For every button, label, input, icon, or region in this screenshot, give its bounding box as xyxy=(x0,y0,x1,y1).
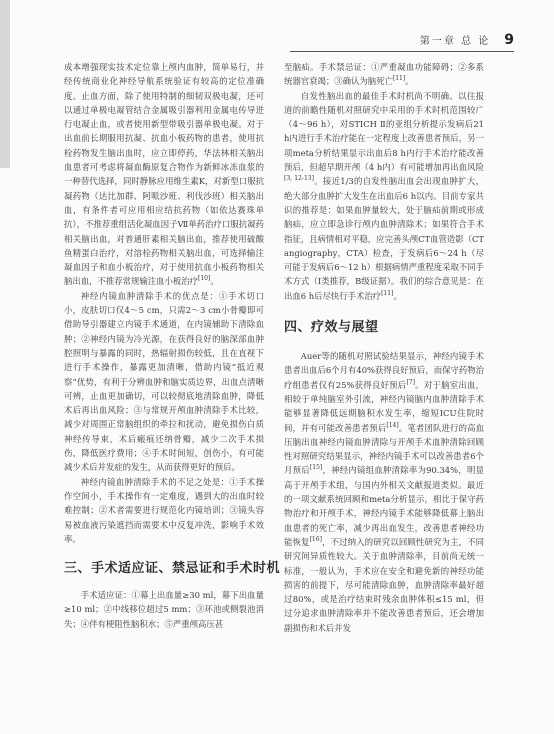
section-title: 四、疗效与展望 xyxy=(284,320,379,336)
paragraph xyxy=(284,349,484,635)
paragraph-text: ，不过纳入的研究以回顾性研究为主，不同研究间异质性较大。关于血肿清除率，目前尚无统一标准，一般认为，手术应在安全和避免新的神经功能损害的前提下，尽可能清除血肿，血肿清除率最好超过80%，或是治疗结束时残余血肿体积≤15 ml，但过分追求血肿清除率并不能改善患者预后，还会增加副损伤和术后并发 xyxy=(284,536,485,633)
citation: [11] xyxy=(392,75,406,83)
right-column xyxy=(284,60,484,635)
paragraph: 手术适应证：①幕上出血量≥30 ml，幕下出血量≥10 ml；②中线移位超过5 mm；③环池或侧裂池消失；④伴有梗阻性脑积水；⑤严重颅高压甚 xyxy=(64,590,264,629)
paragraph-text: 。笔者团队进行的高血压脑出血神经内镜血肿清除与开颅手术血肿清除回顾性对照研究结果显示，神经内镜手术可以改善患者6个月预后 xyxy=(284,422,485,476)
page-number: 9 xyxy=(504,32,514,48)
citation: [14] xyxy=(386,421,399,429)
citation: [11] xyxy=(381,289,394,297)
paragraph: 成本增强现实技术定位靠上颅内血肿，简单易行，并经传统商业化神经导航系统验证有较高的定位准确度。止血方面，除了使用特制的细韧双极电凝，还可以通过单极电凝管结合金属吸引器利用金属电传导进行电凝止血，或者使用新型带吸引器单极电凝。对于出血前长期服用抗凝、抗血小板药物的患者，使用抗栓药物发生脑出血时，应立即停药，华法林相关脑出血患者可考虑将凝血酶原复合物作为新鲜冰冻血浆的一种替代选择，同时静脉应用维生素K，对新型口服抗凝药物（达比加群、阿哌沙班、利伐沙班）相关脑出血，有条件者可应用相应结抗药物（如依达赛珠单抗），不推荐重组活化凝血因子Ⅶ单药治疗口服抗凝药相关脑出血，对普通肝素相关脑出血，推荐使用硫酸鱼精蛋白治疗，对溶栓药物相关脑出血，可选择输注凝血因子和血小板治疗，对于使用抗血小板药物相关脑出血，不推荐常规输注血小板治疗[10]。 xyxy=(64,62,264,287)
paragraph-text: 。接近1/3的自发性脑出血会出现血肿扩大，绝大部分血肿扩大发生在出血后6 h以内。目前专家共识的推荐是：如果血肿量较大，处于脑疝前期或形成脑疝，应立即急诊行颅内血肿清除术；如果符合手术指征，且病情相对平稳，应完善头颅CT血管造影（CT angiography，CTA）检查，于发病后6～24 h（尽可能于发病后6～12 h）根据病情严重程度采取不同手术方式（Ⅰ类推荐，B级证据）。我们的综合意见是：在出血6 h后尽快行手术治疗 xyxy=(284,176,484,301)
running-header xyxy=(420,32,514,48)
citation: [15] xyxy=(309,464,323,472)
left-column xyxy=(64,60,281,631)
paragraph-text: ，神经内镜组血肿清除率为90.34%，明显高于开颅手术组，与国内外相关文献报道类似。最近的一项文献系统回顾和meta分析显示，相比于保守药物治疗和开颅手术，神经内镜手术能够降低幕上脑出血患者的死亡率，减少再出血发生，改善患者神经功能恢复 xyxy=(284,465,485,547)
citation: [10] xyxy=(198,275,211,283)
paragraph-text: 自发性脑出血的最佳手术时机尚不明确。以往报道的前瞻性随机对照研究中采用的手术时机范围较广（4～96 h），对STICH Ⅱ的亚组分析提示发病后21 h内进行手术治疗能在一定程度上改善患者预后，另一项meta分析结果显示出血后8 h内行手术治疗能改善预后，但超早期开颅（4 h内）有可能增加再出血风险 xyxy=(284,90,484,173)
header-rule xyxy=(290,51,514,52)
paragraph-text: 成本增强现实技术定位靠上颅内血肿，简单易行，并经传统商业化神经导航系统验证有较高的定位准确度。止血方面，除了使用特制的细韧双极电凝，还可以通过单极电凝管结合金属吸引器利用金属电传导进行电凝止血，或者使用新型带吸引器单极电凝。对于出血前长期服用抗凝、抗血小板药物的患者，使用抗栓药物发生脑出血时，应立即停药，华法林相关脑出血患者可考虑将凝血酶原复合物作为新鲜冰冻血浆的一种替代选择，同时静脉应用维生素K，对新型口服抗凝药物（达比加群、阿哌沙班、利伐沙班）相关脑出血，有条件者可应用相应结抗药物（如依达赛珠单抗），不推荐重组活化凝血因子Ⅶ单药治疗口服抗凝药相关脑出血，对普通肝素相关脑出血，推荐使用硫酸鱼精蛋白治疗，对溶栓药物相关脑出血，可选择输注凝血因子和血小板治疗，对于使用抗血小板药物相关脑出血，不推荐常规输注血小板治疗 xyxy=(64,62,264,287)
paragraph: 神经内镜血肿清除手术的不足之处是：①手术操作空间小，手术操作有一定难度，遇到大的出血时较难控制；②术者需要进行规范化内镜培训；③镜头容易被血液污染遮挡而需要术中反复冲洗，影响手术效率。 xyxy=(64,476,264,544)
citation: [16] xyxy=(309,536,322,544)
page-edge-tab xyxy=(0,0,10,168)
paragraph-text: 至脑疝。手术禁忌证：①严重凝血功能障碍；②多系统器官衰竭；③确认为脑死亡 xyxy=(284,62,484,87)
citation: [3, 12-13] xyxy=(284,175,314,183)
paragraph-text: Auer等的随机对照试验结果显示，神经内镜手术患者出血后6个月有40%获得良好预后，而保守药物治疗组患者仅有25%获得良好预后 xyxy=(284,351,484,390)
paragraph: 自发性脑出血的最佳手术时机尚不明确。以往报道的前瞻性随机对照研究中采用的手术时机范围较广（4～96 h），对STICH Ⅱ的亚组分析提示发病后21 h内进行手术治疗能在一定程度上改善患者预后，另一项meta分析结果显示出血后8 h内行手术治疗能改善预后，但超早期开颅（4 h内）有可能增加再出血风险[3, 12-13]。接近1/3的自发性脑出血会出现血肿扩大，绝大部分血肿扩大发生在出血后6 h以内。目前专家共识的推荐是：如果血肿量较大，处于脑疝前期或形成脑疝，应立即急诊行颅内血肿清除术；如果符合手术指征，且病情相对平稳，应完善头颅CT血管造影（CT angiography，CTA）检查，于发病后6～24 h（尽可能于发病后6～12 h）根据病情严重程度采取不同手术方式（Ⅰ类推荐，B级证据）。我们的综合意见是：在出血6 h后尽快行手术治疗[11]。 xyxy=(284,90,484,301)
paragraph: 至脑疝。手术禁忌证：①严重凝血功能障碍；②多系统器官衰竭；③确认为脑死亡[11]。 xyxy=(284,62,484,87)
paragraph-text: 。对于脑室出血，相较于单纯脑室外引流，神经内镜脑内血肿清除手术能够显著降低远期脑积水发生率，缩短ICU住院时间，并有可能改善患者预后 xyxy=(284,379,485,433)
section-title: 三、手术适应证、禁忌证和手术时机 xyxy=(64,561,281,577)
paragraph: 神经内镜血肿清除手术的优点是：①手术切口小，皮肤切口仅4～5 cm，只需2～3 cm小骨瓣即可借助导引器建立内镜手术通道，在内镜辅助下清除血肿；②神经内镜为冷光源，在获得良好的脑深部血肿腔照明与暴露的同时，热辐射损伤较低，且在直视下进行手术操作，暴露更加清晰，借助内镜“抵近观察”优势，有利于分辨血肿和脑实质边界，出血点清晰可辨，止血更加确切，可以较彻底地清除血肿，降低术后再出血风险；③与常规开颅血肿清除手术比较，减少对周围正常脑组织的牵拉和扰动，避免损伤白质神经传导束，术后瘢痕还纳骨瓣，减少二次手术损伤，降低医疗费用；④手术时间短，创伤小，有可能减少术后并发症的发生，从而获得更好的预后。 xyxy=(64,290,264,473)
chapter-label: 第一章 总 论 xyxy=(419,36,491,47)
citation: [7] xyxy=(406,378,415,386)
